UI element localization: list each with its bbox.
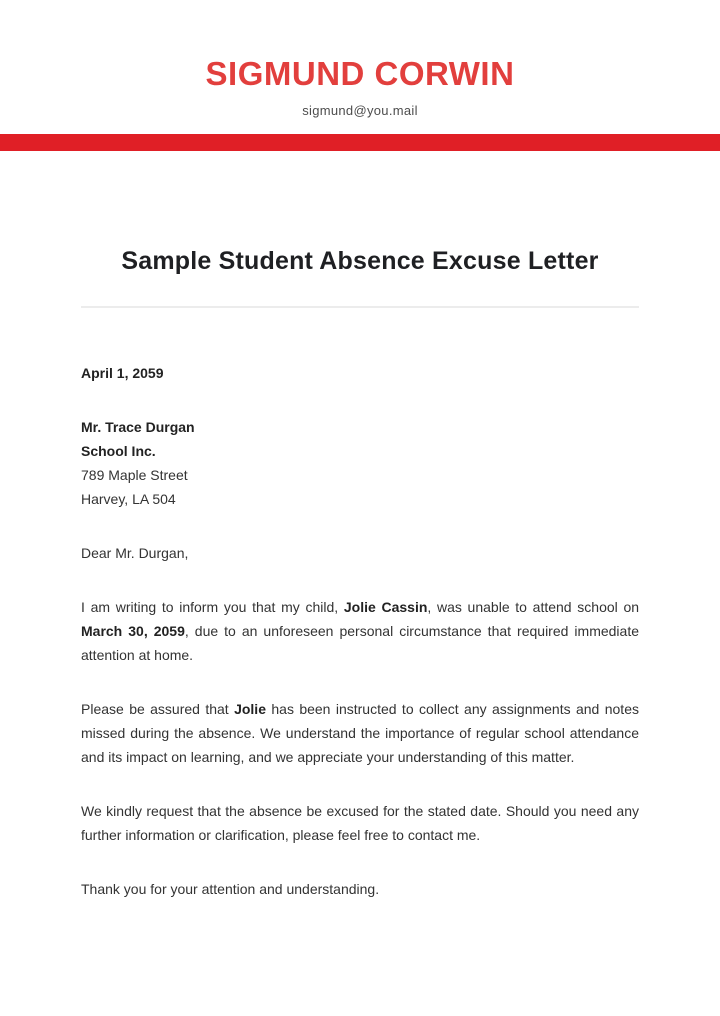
document-title: Sample Student Absence Excuse Letter [121,247,599,275]
letterhead [0,0,720,117]
letterhead-divider-bar [0,134,720,151]
sender-name: SIGMUND CORWIN [205,55,515,92]
title-divider-rule [81,306,639,308]
recipient-address-block [81,415,639,511]
body-paragraph-3: We kindly request that the absence be excused for the stated date. Should you need any further information or clarification, please feel free to contact me. [81,802,639,843]
body-paragraph-1: I am writing to inform you that my child, Jolie Cassin, was unable to attend school on March 30, 2059, due to an unforeseen personal circumstance that required immediate attention at home. [81,598,640,663]
closing-line: Thank you for your attention and understanding. [81,880,380,897]
recipient-street: 789 Maple Street [81,466,188,483]
letter-date: April 1, 2059 [81,364,164,381]
letter-body [81,248,639,901]
salutation: Dear Mr. Durgan, [81,544,189,561]
body-paragraph-2: Please be assured that Jolie has been instructed to collect any assignments and notes missed during the absence. We understand the importance of regular school attendance and its impact on learning, and we appreciate your understanding of this matter. [81,700,639,765]
sender-email: sigmund@you.mail [302,103,418,118]
recipient-name: Mr. Trace Durgan [81,418,195,435]
recipient-city: Harvey, LA 504 [81,490,176,507]
recipient-company: School Inc. [81,442,156,459]
